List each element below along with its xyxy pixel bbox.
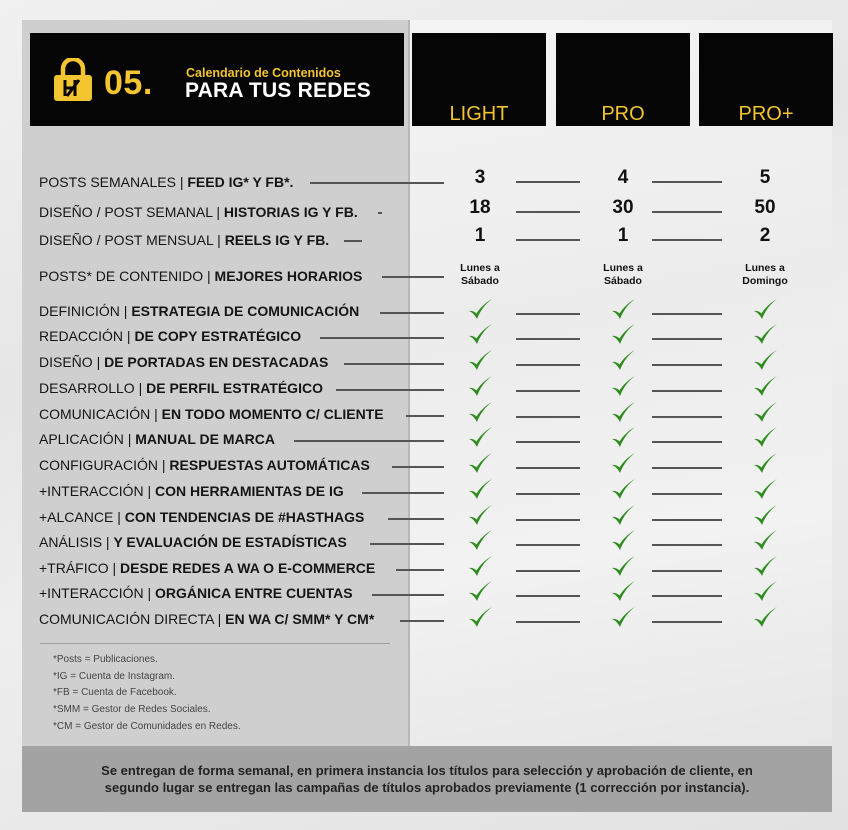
leader-line [362,492,444,494]
row-label-detail: RESPUESTAS AUTOMÁTICAS [169,457,370,473]
leader-line [372,594,444,596]
footnote-item: *FB = Cuenta de Facebook. [53,687,177,699]
connector-line [516,416,580,418]
connector-line [652,519,722,521]
plan-value: 1 [617,225,629,246]
row-label-detail: FEED IG* Y FB*. [187,174,294,190]
checkmark-icon [466,425,494,451]
row-label [39,328,301,344]
row-label-category: POSTS SEMANALES | [39,174,188,190]
connector-line [652,390,722,392]
connector-line [652,467,722,469]
checkmark-icon [609,451,637,477]
row-label-detail: ESTRATEGIA DE COMUNICACIÓN [131,303,360,319]
row-label-category: APLICACIÓN | [39,431,136,447]
row-label-detail: EN WA C/ SMM* Y CM* [225,611,375,627]
row-label-detail: ORGÁNICA ENTRE CUENTAS [155,585,353,601]
row-label-detail: CON HERRAMIENTAS DE IG [155,483,344,499]
plan-value: 3 [474,167,486,188]
checkmark-icon [751,554,779,580]
row-label [39,354,328,370]
row-label-category: DEFINICIÓN | [39,303,132,319]
row-label-detail: EN TODO MOMENTO C/ CLIENTE [161,406,384,422]
row-label [39,483,344,499]
connector-line [516,313,580,315]
connector-line [516,239,580,241]
row-label-category: +ALCANCE | [39,509,125,525]
checkmark-icon [751,297,779,323]
row-label-detail: MANUAL DE MARCA [135,431,275,447]
plan-header-light [412,33,546,126]
connector-line [652,313,722,315]
row-label [39,380,323,396]
checkmark-icon [609,374,637,400]
footnote-item: *Posts = Publicaciones. [53,654,158,665]
leader-line [382,276,444,278]
leader-line [378,212,382,214]
checkmark-icon [466,605,494,631]
row-label [39,457,370,473]
row-label [39,431,275,447]
row-label [39,268,362,284]
row-label-detail: Y EVALUACIÓN DE ESTADÍSTICAS [113,534,347,550]
leader-line [344,363,444,365]
footer-line-2: segundo lugar se entregan las campañas de títulos aprobados previamente (1 corrección por instancia). [104,780,750,795]
leader-line [396,569,444,571]
plan-name-pro: PRO [601,103,645,125]
checkmark-icon [609,322,637,348]
row-label [39,534,347,550]
checkmark-icon [466,451,494,477]
connector-line [516,441,580,443]
checkmark-icon [466,503,494,529]
connector-line [652,493,722,495]
checkmark-icon [609,605,637,631]
plan-header-pro [556,33,690,126]
row-label-category: ANÁLISIS | [39,534,114,550]
row-label-category: DISEÑO / POST MENSUAL | [39,232,225,248]
row-label-category: DISEÑO | [39,354,105,370]
connector-line [652,544,722,546]
row-label-category: DESARROLLO | [39,380,147,396]
row-label [39,560,375,576]
footnote-divider [40,643,390,644]
checkmark-icon [751,374,779,400]
leader-line [310,182,444,184]
checkmark-icon [466,554,494,580]
row-label-detail: CON TENDENCIAS DE #HASTHAGS [124,509,365,525]
connector-line [652,621,722,623]
checkmark-icon [609,297,637,323]
checkmark-icon [751,605,779,631]
row-label-detail: DE PORTADAS EN DESTACADAS [104,354,329,370]
checkmark-icon [466,400,494,426]
checkmark-icon [751,451,779,477]
checkmark-icon [466,374,494,400]
leader-line [406,415,444,417]
section-subtitle: Calendario de Contenidos [186,66,341,80]
connector-line [652,181,722,183]
connector-line [516,544,580,546]
leader-line [344,240,362,242]
checkmark-icon [751,348,779,374]
checkmark-icon [751,579,779,605]
connector-line [516,467,580,469]
row-label-category: +INTERACCIÓN | [39,585,156,601]
footnote-item: *SMM = Gestor de Redes Sociales. [53,704,211,716]
plan-name-pro-plus: PRO+ [738,103,794,125]
leader-line [392,466,444,468]
checkmark-icon [751,400,779,426]
row-label [39,585,353,601]
checkmark-icon [751,425,779,451]
schedule-value: Lunes a Domingo [742,262,788,287]
checkmark-icon [466,322,494,348]
connector-line [652,364,722,366]
row-label-detail: DE COPY ESTRATÉGICO [134,328,302,344]
checkmark-icon [609,528,637,554]
panel-divider [408,20,410,746]
row-label-category: CONFIGURACIÓN | [39,457,170,473]
leader-line [336,389,444,391]
schedule-value: Lunes a Sábado [460,262,500,287]
row-label-detail: DE PERFIL ESTRATÉGICO [146,380,323,396]
connector-line [516,338,580,340]
connector-line [652,239,722,241]
connector-line [516,493,580,495]
schedule-value: Lunes a Sábado [603,262,643,287]
plan-value: 5 [759,167,771,188]
row-label-category: COMUNICACIÓN | [39,406,162,422]
row-label [39,611,374,627]
row-label-detail: MEJORES HORARIOS [214,268,363,284]
section-title: PARA TUS REDES [185,79,371,102]
row-label [39,174,293,190]
checkmark-icon [609,400,637,426]
connector-line [652,211,722,213]
footnote-item: *CM = Gestor de Comunidades en Redes. [53,720,241,732]
padlock-icon [50,58,96,102]
connector-line [516,364,580,366]
row-label-detail: REELS IG Y FB. [224,232,330,248]
plan-value: 1 [474,225,486,246]
row-label [39,204,358,220]
checkmark-icon [609,503,637,529]
leader-line [400,620,444,622]
row-label-category: DISEÑO / POST SEMANAL | [39,204,224,220]
row-label-category: +TRÁFICO | [39,560,121,576]
row-label-category: POSTS* DE CONTENIDO | [39,268,215,284]
plan-name-light: LIGHT [449,103,509,125]
leader-line [388,518,444,520]
plan-header-pro-plus [699,33,833,126]
connector-line [516,181,580,183]
row-label-category: COMUNICACIÓN DIRECTA | [39,611,226,627]
footnote-item: *IG = Cuenta de Instagram. [53,670,176,682]
connector-line [516,621,580,623]
checkmark-icon [751,322,779,348]
row-label [39,509,364,525]
checkmark-icon [751,503,779,529]
row-label-detail: HISTORIAS IG Y FB. [223,204,358,220]
leader-line [320,337,444,339]
footer-line-1: Se entregan de forma semanal, en primera instancia los títulos para selección y aprobación de cliente, en [101,763,753,778]
section-number: 05. [104,64,153,102]
checkmark-icon [609,579,637,605]
row-label [39,303,359,319]
row-label-category: +INTERACCIÓN | [39,483,156,499]
row-label [39,232,329,248]
plan-value: 30 [612,197,634,218]
connector-line [516,211,580,213]
connector-line [516,570,580,572]
plan-value: 18 [469,197,491,218]
plan-value: 50 [754,197,776,218]
connector-line [516,390,580,392]
checkmark-icon [751,528,779,554]
connector-line [516,595,580,597]
connector-line [516,519,580,521]
checkmark-icon [751,477,779,503]
leader-line [370,543,444,545]
row-label-category: REDACCIÓN | [39,328,135,344]
footer-note [22,762,832,796]
checkmark-icon [466,297,494,323]
checkmark-icon [609,425,637,451]
leader-line [380,312,444,314]
checkmark-icon [609,477,637,503]
checkmark-icon [466,579,494,605]
plan-value: 4 [617,167,629,188]
connector-line [652,416,722,418]
checkmark-icon [466,477,494,503]
checkmark-icon [466,348,494,374]
checkmark-icon [466,528,494,554]
connector-line [652,441,722,443]
connector-line [652,595,722,597]
row-label [39,406,384,422]
row-label-detail: DESDE REDES A WA O E-COMMERCE [120,560,376,576]
connector-line [652,570,722,572]
connector-line [652,338,722,340]
checkmark-icon [609,554,637,580]
plan-value: 2 [759,225,771,246]
checkmark-icon [609,348,637,374]
leader-line [294,440,444,442]
